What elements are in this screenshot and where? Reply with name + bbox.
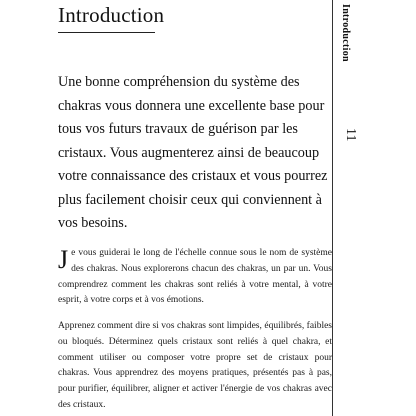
- page-number: 11: [343, 128, 358, 142]
- body-paragraph-1: [58, 246, 332, 309]
- running-head: Introduction: [340, 4, 351, 62]
- title-underline: [58, 32, 155, 33]
- margin-rule: [332, 0, 333, 416]
- body-paragraph-1-text: e vous guiderai le long de l'échelle connue sous le nom de système des chakras. Nous explorerons chacun des chakras, un par un. Vous comprendrez comment les chakras sont reliés à votre mental, à votre esprit, à votre corps et à vos émotions.: [58, 248, 332, 306]
- body-paragraph-2: Apprenez comment dire si vos chakras sont limpides, équilibrés, faibles ou bloqués. Déterminez quels cristaux sont reliés à quel chakra, et comment utiliser ou composer votre propre set de cristaux pour chakras. Vous apprendrez des moyens pratiques, présentés pas à pas, pour purifier, équilibrer, aligner et activer l'énergie de vos chakras avec des cristaux.: [58, 321, 332, 410]
- drop-cap: J: [58, 245, 69, 274]
- intro-paragraph: Une bonne compréhension du système des chakras vous donnera une excellente base pour tous vos futurs travaux de guérison par les cristaux. Vous augmenterez ainsi de beaucoup votre connaissance des cristaux et vous pourrez plus facilement choisir ceux qui conviennent à vos besoins.: [58, 74, 328, 231]
- chapter-title: Introduction: [58, 3, 165, 27]
